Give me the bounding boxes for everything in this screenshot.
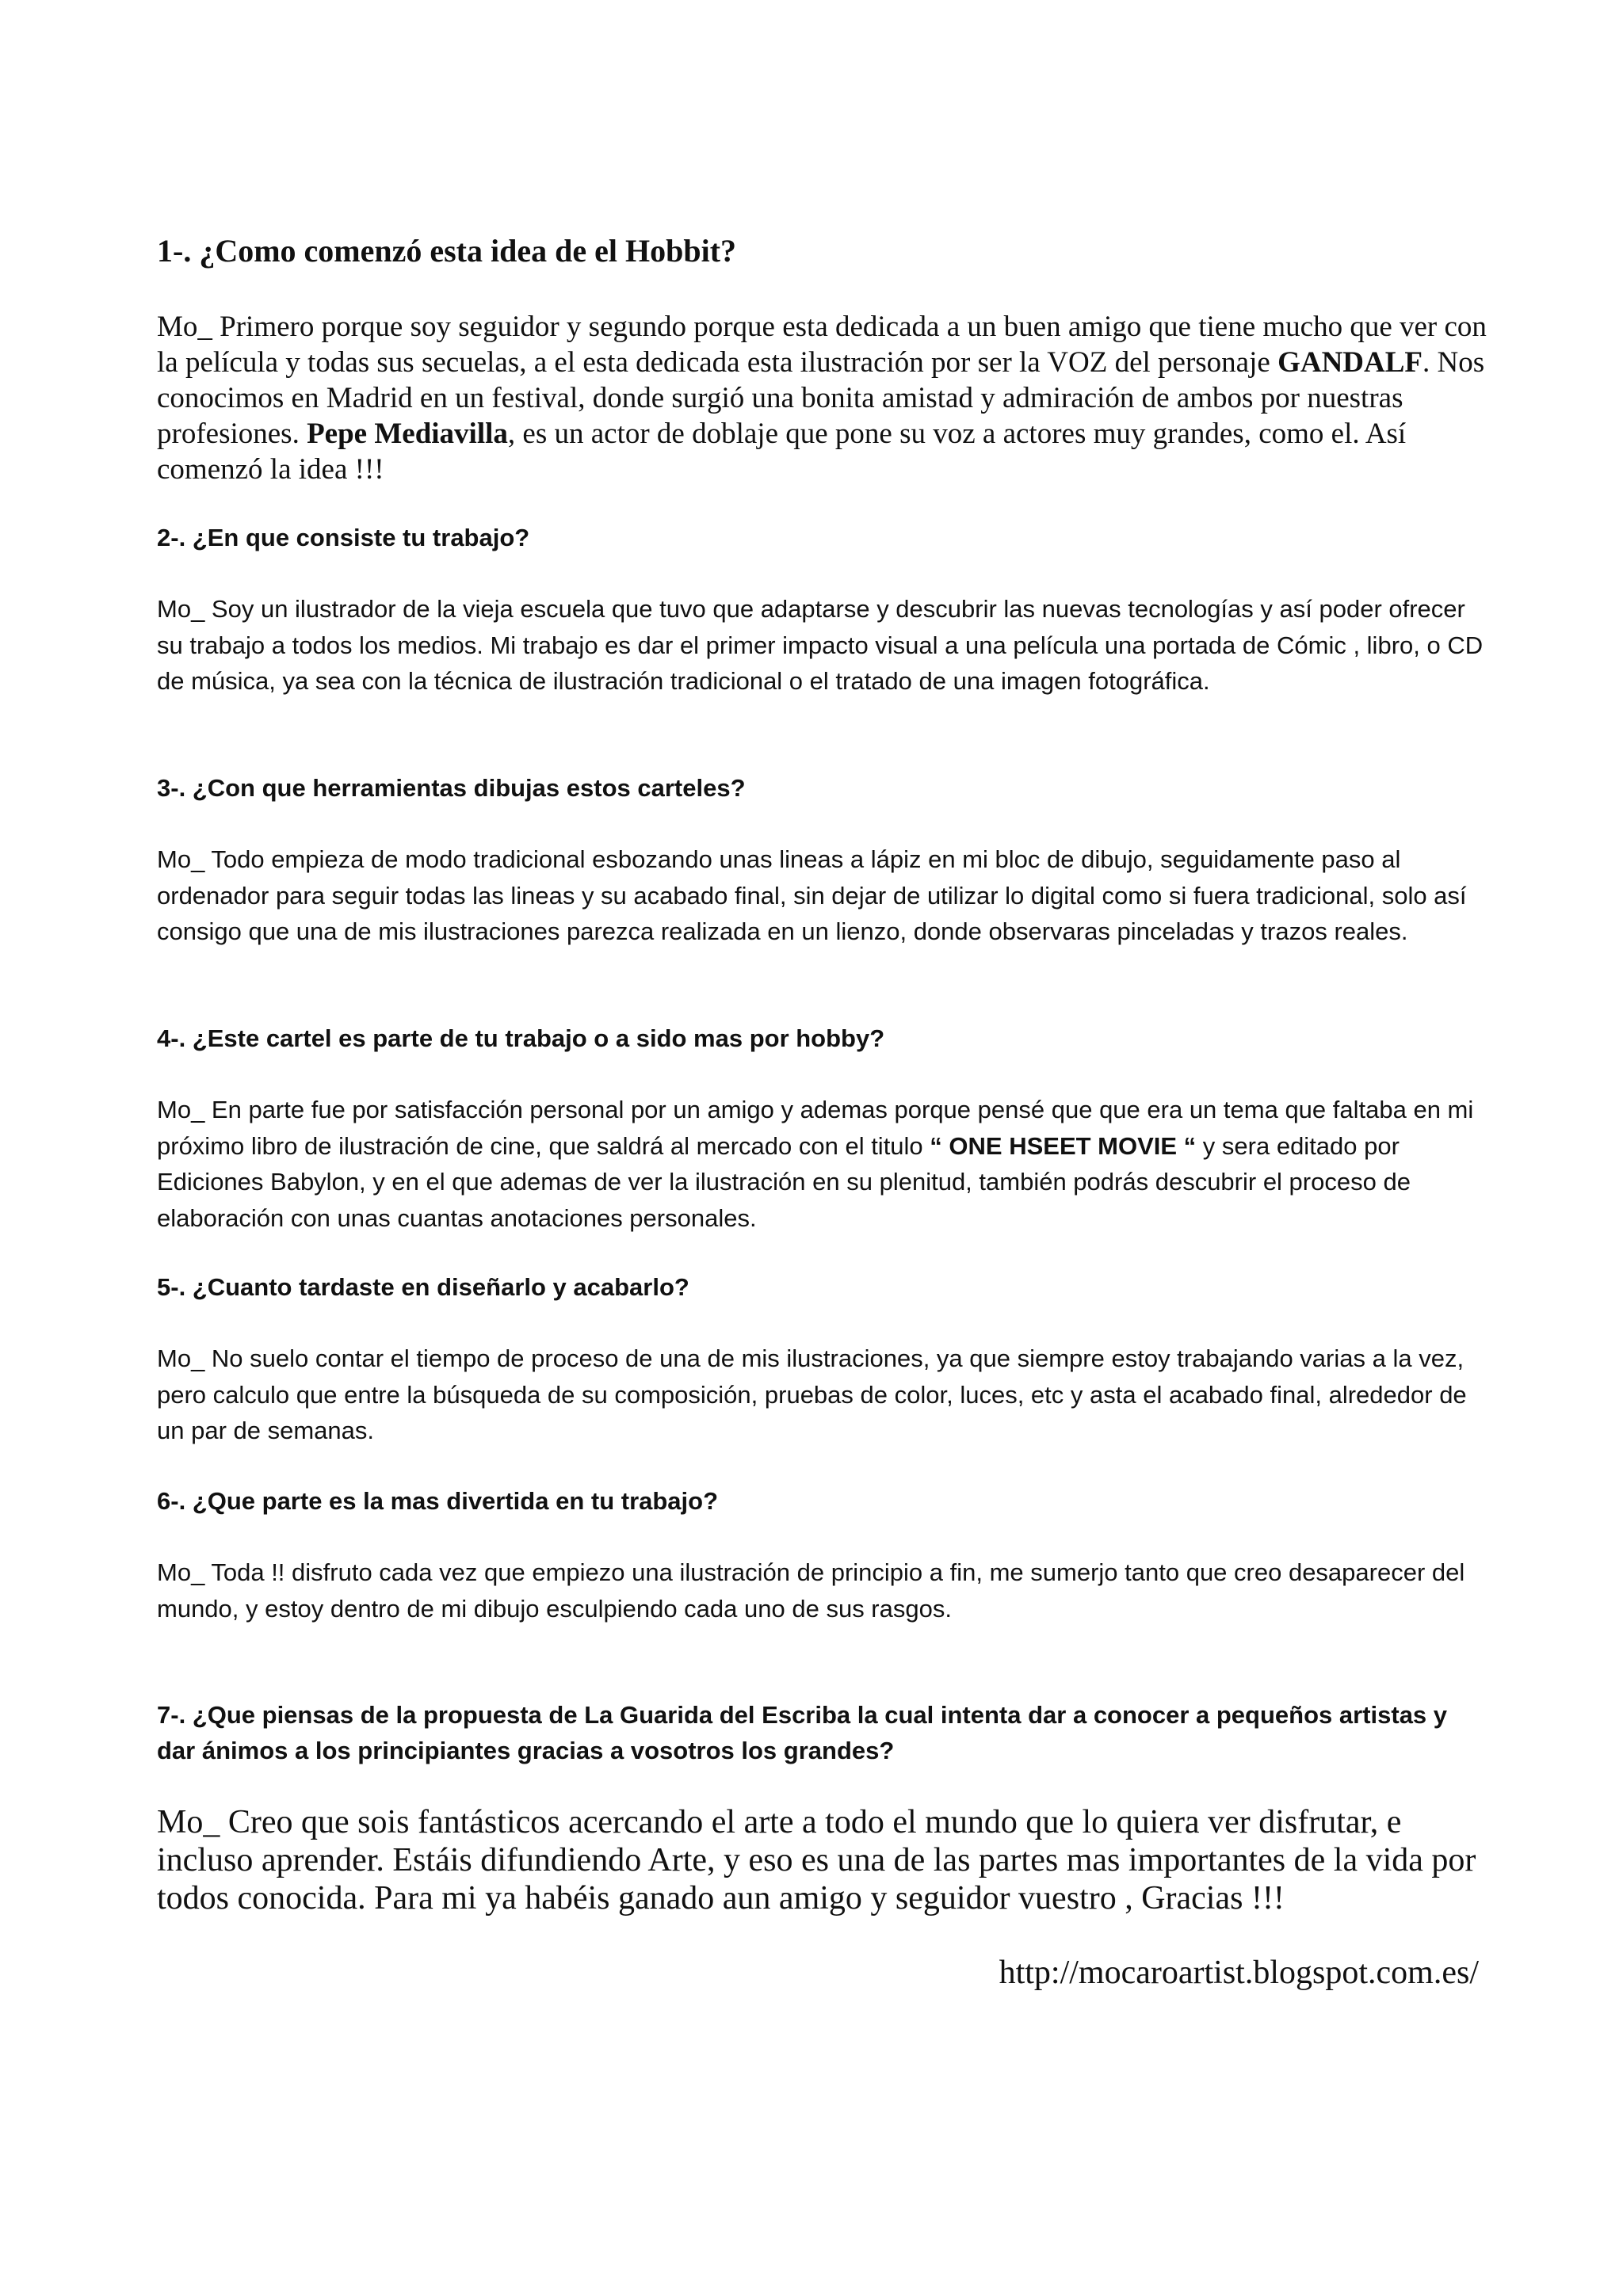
gandalf-name: GANDALF: [1277, 346, 1423, 379]
question-6: 6-. ¿Que parte es la mas divertida en tu trabajo?: [157, 1487, 719, 1515]
answer-1-part-2: . Nos conocimos en Madrid en un festival, donde surgió una bonita amistad y admiración de ambos por nuestras profesiones.: [157, 346, 1485, 450]
answer-5: Mo_ No suelo contar el tiempo de proceso de una de mis ilustraciones, ya que siempre estoy trabajando varias a la vez, pero calculo que entre la búsqueda de su composición, pruebas de color, luces, etc y asta el acabado final, alrededor de un par de semanas.: [157, 1344, 1467, 1444]
blog-url: http://mocaroartist.blogspot.com.es/: [999, 1955, 1479, 1991]
answer-2: Mo_ Soy un ilustrador de la vieja escuela que tuvo que adaptarse y descubrir las nuevas tecnologías y así poder ofrecer su trabajo a todos los medios. Mi trabajo es dar el primer impacto visual a una película una portada de Cómic , libro, o CD de música, ya sea con la técnica de ilustración tradicional o el tratado de una imagen fotográfica.: [157, 595, 1484, 695]
answer-1-part-3: , es un actor de doblaje que pone su voz a actores muy grandes, como el. Así comenzó la idea !!!: [157, 418, 1407, 486]
question-7: 7-. ¿Que piensas de la propuesta de La Guarida del Escriba la cual intenta dar a conocer a pequeños artistas y dar ánimos a los principiantes gracias a vosotros los grandes?: [157, 1701, 1448, 1764]
answer-4: [157, 1092, 1488, 1236]
question-3: 3-. ¿Con que herramientas dibujas estos carteles?: [157, 774, 746, 802]
answer-3: Mo_ Todo empieza de modo tradicional esbozando unas lineas a lápiz en mi bloc de dibujo, seguidamente paso al ordenador para seguir todas las lineas y su acabado final, sin dejar de utilizar lo digital como si fuera tradicional, solo así consigo que una de mis ilustraciones parezca realizada en un lienzo, donde observaras pinceladas y trazos reales.: [157, 845, 1467, 945]
answer-4-part-1: Mo_ En parte fue por satisfacción personal por un amigo y ademas porque pensé que que era un tema que faltaba en mi próximo libro de ilustración de cine, que saldrá al mercado con el titulo: [157, 1096, 1474, 1160]
pepe-mediavilla-name: Pepe Mediavilla: [307, 418, 508, 450]
answer-4-part-2: y sera editado por Ediciones Babylon, y en el que ademas de ver la ilustración en su plenitud, también podrás descubrir el proceso de elaboración con unas cuantas anotaciones personales.: [157, 1131, 1411, 1232]
question-4: 4-. ¿Este cartel es parte de tu trabajo o a sido mas por hobby?: [157, 1024, 885, 1052]
answer-1-part-1: Mo_ Primero porque soy seguidor y segundo porque esta dedicada a un buen amigo que tiene mucho que ver con la película y todas sus secuelas, a el esta dedicada esta ilustración por ser la VOZ del personaje: [157, 311, 1487, 379]
answer-7: Mo_ Creo que sois fantásticos acercando el arte a todo el mundo que lo quiera ver disfrutar, e incluso aprender. Estáis difundiendo Arte, y eso es una de las partes mas importantes de la vida por todos conocida. Para mi ya habéis ganado aun amigo y seguidor vuestro , Gracias !!!: [157, 1804, 1476, 1917]
question-1: 1-. ¿Como comenzó esta idea de el Hobbit?: [157, 233, 737, 269]
answer-1: [157, 309, 1488, 487]
answer-6: Mo_ Toda !! disfruto cada vez que empiezo una ilustración de principio a fin, me sumerjo tanto que creo desaparecer del mundo, y estoy dentro de mi dibujo esculpiendo cada uno de sus rasgos.: [157, 1558, 1465, 1623]
book-title: “ ONE HSEET MOVIE “: [930, 1131, 1197, 1160]
question-2: 2-. ¿En que consiste tu trabajo?: [157, 524, 530, 551]
question-5: 5-. ¿Cuanto tardaste en diseñarlo y acabarlo?: [157, 1273, 689, 1301]
